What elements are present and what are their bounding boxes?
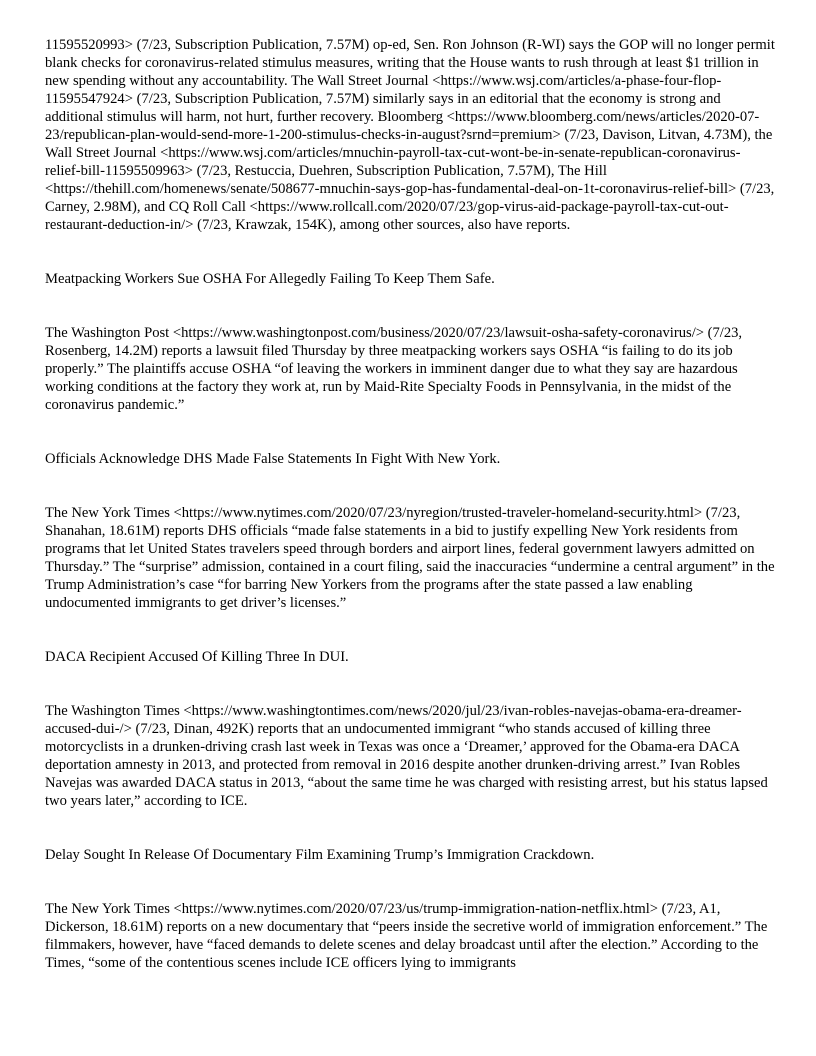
headline-documentary: Delay Sought In Release Of Documentary Film Examining Trump’s Immigration Crackdown. <box>45 847 595 863</box>
body-paragraph-stimulus: 11595520993> (7/23, Subscription Publication, 7.57M) op-ed, Sen. Ron Johnson (R-WI) says the GOP will no longer permit blank checks for coronavirus-related stimulus measures, writing that the House wants to rush through at least $1 trillion in new spending without any accountability. The Wall Street Journal <https://www.wsj.com/articles/a-phase-four-flop-11595547924> (7/23, Subscription Publication, 7.57M) similarly says in an editorial that the economy is strong and additional stimulus will harm, not hurt, further recovery. Bloomberg <https://www.bloomberg.com/news/articles/2020-07-23/republican-plan-would-send-more-1-200-stimulus-checks-in-august?srnd=premium> (7/23, Davison, Litvan, 4.73M), the Wall Street Journal <https://www.wsj.com/articles/mnuchin-payroll-tax-cut-wont-be-in-senate-republican-coronavirus-relief-bill-11595509963> (7/23, Restuccia, Duehren, Subscription Publication, 7.57M), The Hill <https://thehill.com/homenews/senate/508677-mnuchin-says-gop-has-fundamental-deal-on-1t-coronavirus-relief-bill> (7/23, Carney, 2.98M), and CQ Roll Call <https://www.rollcall.com/2020/07/23/gop-virus-aid-package-payroll-tax-cut-out-restaurant-deduction-in/> (7/23, Krawzak, 154K), among other sources, also have reports. <box>45 37 775 233</box>
body-paragraph-meatpacking: The Washington Post <https://www.washingtonpost.com/business/2020/07/23/lawsuit-osha-safety-coronavirus/> (7/23, Rosenberg, 14.2M) reports a lawsuit filed Thursday by three meatpacking workers says OSHA “is failing to do its job properly.” The plaintiffs accuse OSHA “of leaving the workers in imminent danger due to what they say are hazardous working conditions at the factory they work at, run by Maid-Rite Specialty Foods in Pennsylvania, in the midst of the coronavirus pandemic.” <box>45 325 743 413</box>
body-paragraph-dhs: The New York Times <https://www.nytimes.com/2020/07/23/nyregion/trusted-traveler-homeland-security.html> (7/23, Shanahan, 18.61M) reports DHS officials “made false statements in a bid to justify expelling New York residents from programs that let United States travelers speed through borders and airport lines, federal government lawyers admitted on Thursday.” The “surprise” admission, contained in a court filing, said the inaccuracies “undermine a central argument” in the Trump Administration’s case “for barring New Yorkers from the programs after the state passed a law enabling undocumented immigrants to get driver’s licenses.” <box>45 505 775 611</box>
document-page <box>45 36 775 972</box>
headline-meatpacking: Meatpacking Workers Sue OSHA For Allegedly Failing To Keep Them Safe. <box>45 271 495 287</box>
headline-dhs: Officials Acknowledge DHS Made False Statements In Fight With New York. <box>45 451 501 467</box>
body-paragraph-daca: The Washington Times <https://www.washingtontimes.com/news/2020/jul/23/ivan-robles-navejas-obama-era-dreamer-accused-dui-/> (7/23, Dinan, 492K) reports that an undocumented immigrant “who stands accused of killing three motorcyclists in a drunken-driving crash last week in Texas was once a ‘Dreamer,’ approved for the Obama-era DACA deportation amnesty in 2013, and protected from removal in 2016 despite another drunken-driving arrest.” Ivan Robles Navejas was awarded DACA status in 2013, “about the same time he was charged with resisting arrest, but his status lapsed two years later,” according to ICE. <box>45 703 768 809</box>
body-paragraph-documentary: The New York Times <https://www.nytimes.com/2020/07/23/us/trump-immigration-nation-netflix.html> (7/23, A1, Dickerson, 18.61M) reports on a new documentary that “peers inside the secretive world of immigration enforcement.” The filmmakers, however, have “faced demands to delete scenes and delay broadcast until after the election.” According to the Times, “some of the contentious scenes include ICE officers lying to immigrants <box>45 901 768 971</box>
headline-daca: DACA Recipient Accused Of Killing Three In DUI. <box>45 649 349 665</box>
